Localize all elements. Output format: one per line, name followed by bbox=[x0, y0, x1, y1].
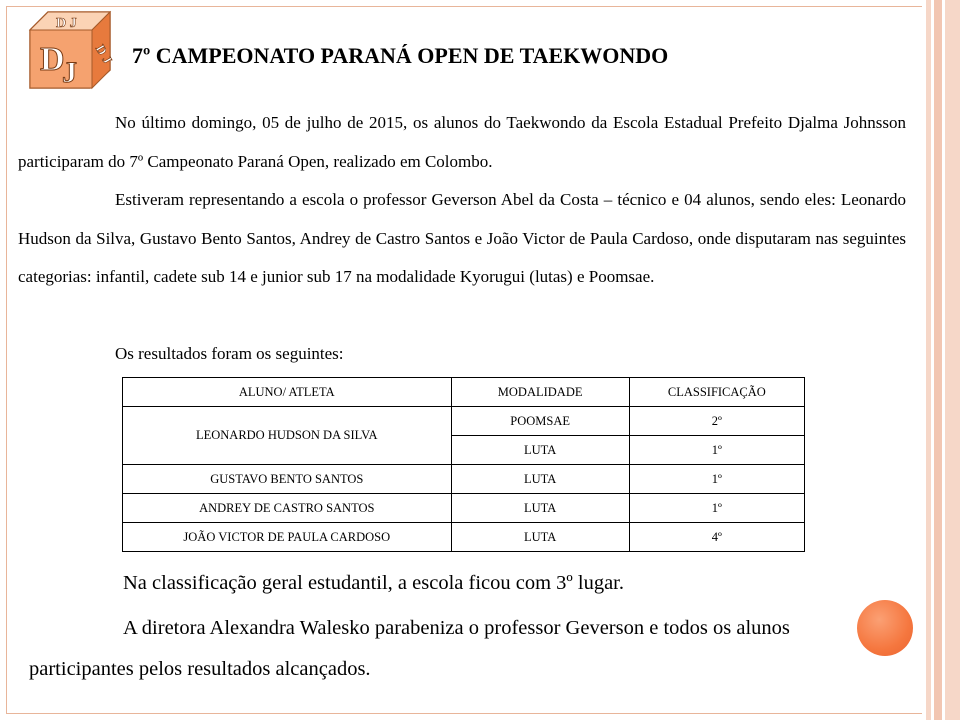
paragraph-representatives: Estiveram representando a escola o professor Geverson Abel da Costa – técnico e 04 alunos, sendo eles: Leonardo Hudson da Silva, Gustavo Bento Santos, Andrey de Castro Santos e João Victor de Paula Cardoso, onde disputaram nas seguintes categorias: infantil, cadete sub 14 e junior sub 17 na modalidade Kyorugui (lutas) e Poomsae. bbox=[18, 190, 906, 286]
svg-text:D: D bbox=[40, 41, 65, 78]
results-table bbox=[122, 377, 805, 552]
paragraph-intro: No último domingo, 05 de julho de 2015, os alunos do Taekwondo da Escola Estadual Prefeito Djalma Johnsson participaram do 7º Campeonato Paraná Open, realizado em Colombo. bbox=[18, 113, 906, 171]
paragraph-results-intro: Os resultados foram os seguintes: bbox=[115, 344, 344, 363]
orange-circle-decoration bbox=[857, 600, 913, 656]
closing-line-1: Na classificação geral estudantil, a escola ficou com 3º lugar. bbox=[123, 572, 624, 594]
athlete-cell: GUSTAVO BENTO SANTOS bbox=[123, 465, 452, 494]
place-cell: 1º bbox=[629, 465, 804, 494]
table-row bbox=[123, 523, 805, 552]
header-classification: CLASSIFICAÇÃO bbox=[629, 378, 804, 407]
decorative-stripes bbox=[922, 0, 960, 720]
table-row bbox=[123, 407, 805, 436]
modality-cell: POOMSAE bbox=[451, 407, 629, 436]
closing-line-2-text: A diretora Alexandra Walesko parabeniza o professor Geverson e todos os alunos bbox=[123, 617, 790, 639]
table-header-row bbox=[123, 378, 805, 407]
svg-text:D J: D J bbox=[92, 42, 116, 67]
header-modality: MODALIDADE bbox=[451, 378, 629, 407]
closing-line-2 bbox=[123, 617, 790, 640]
place-cell: 2º bbox=[629, 407, 804, 436]
athlete-cell: JOÃO VICTOR DE PAULA CARDOSO bbox=[123, 523, 452, 552]
modality-cell: LUTA bbox=[451, 494, 629, 523]
modality-cell: LUTA bbox=[451, 523, 629, 552]
place-cell: 1º bbox=[629, 494, 804, 523]
modality-cell: LUTA bbox=[451, 465, 629, 494]
page-title: 7º CAMPEONATO PARANÁ OPEN DE TAEKWONDO bbox=[132, 43, 669, 68]
closing-line-3: participantes pelos resultados alcançados. bbox=[29, 658, 371, 680]
modality-cell: LUTA bbox=[451, 436, 629, 465]
table-row bbox=[123, 465, 805, 494]
school-logo bbox=[26, 8, 116, 90]
svg-text:D J: D J bbox=[56, 16, 77, 31]
place-cell: 1º bbox=[629, 436, 804, 465]
svg-text:J: J bbox=[62, 56, 77, 89]
header-athlete: ALUNO/ ATLETA bbox=[123, 378, 452, 407]
table-row bbox=[123, 494, 805, 523]
athlete-cell: LEONARDO HUDSON DA SILVA bbox=[123, 407, 452, 465]
place-cell: 4º bbox=[629, 523, 804, 552]
athlete-cell: ANDREY DE CASTRO SANTOS bbox=[123, 494, 452, 523]
